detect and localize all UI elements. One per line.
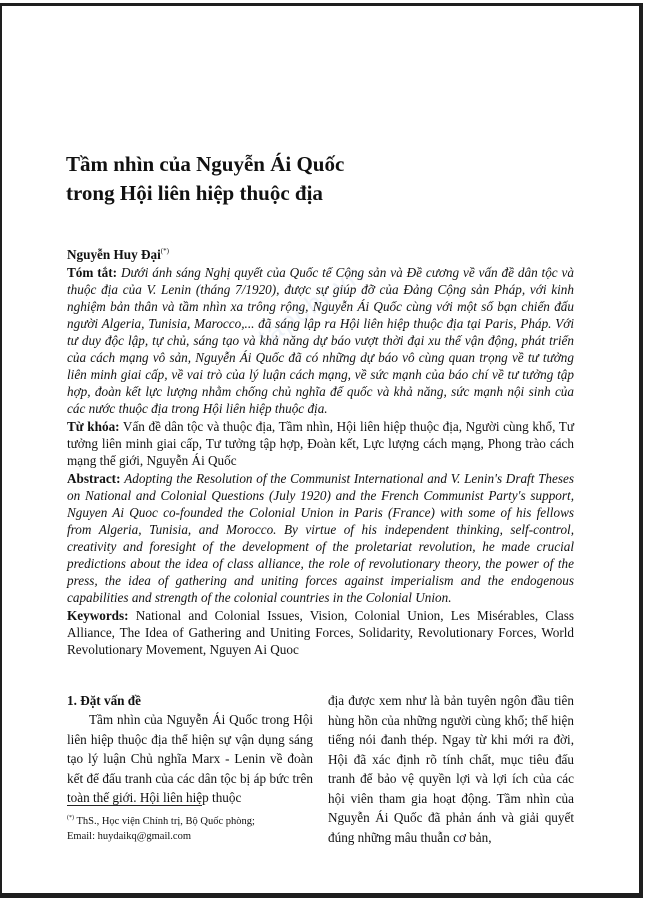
front-matter	[67, 243, 574, 659]
abstract-vietnamese	[67, 264, 574, 417]
keywords-vi-text: Vấn đề dân tộc và thuộc địa, Tầm nhìn, Hội liên hiệp thuộc địa, Người cùng khổ, Tư tưởng liên minh giai cấp, Tư tưởng tập hợp, Đoàn kết, Lực lượng cách mạng, Phong trào cách mạng thế giới, Nguyễn Ái Quốc	[67, 419, 574, 468]
keywords-vi-label: Từ khóa:	[67, 419, 120, 434]
abstract-en-label: Abstract:	[67, 471, 121, 486]
footnote-email: Email: huydaikq@gmail.com	[67, 831, 191, 842]
title-line-2: trong Hội liên hiệp thuộc địa	[66, 181, 323, 205]
body-column-right	[328, 691, 574, 847]
footnote-divider	[67, 805, 202, 806]
title-line-1: Tầm nhìn của Nguyễn Ái Quốc	[66, 152, 345, 176]
keywords-en-label: Keywords:	[67, 608, 129, 623]
keywords-english	[67, 607, 574, 658]
abstract-english	[67, 470, 574, 606]
abstract-en-text: Adopting the Resolution of the Communist International and V. Lenin's Draft Theses on National and Colonial Questions (July 1920) and the French Communist Party's support, Nguyen Ai Quoc co-founded the Colonial Union in Paris (France) with some of his fellows from Algeria, Tunisia, and Morocco. By virtue of his independent thinking, self-control, creativity and foresight of the development of the proletariat revolution, he made crucial predictions about the idea of class alliance, the role of revolutionary theory, the power of the press, the idea of gathering and uniting forces against imperialism and the endogenous capabilities and strength of the colonial countries in the Colonial Union.	[67, 471, 574, 605]
article-title	[66, 150, 566, 208]
author-footnote-marker: (*)	[160, 247, 169, 255]
keywords-vietnamese	[67, 418, 574, 469]
body-paragraph-left: Tầm nhìn của Nguyễn Ái Quốc trong Hội liên hiệp thuộc địa thể hiện sự vận dụng sáng tạo lý luận Chủ nghĩa Marx - Lenin về đoàn kết để đấu tranh của các dân tộc bị áp bức trên toàn thế giới. Hội liên hiệp thuộc	[67, 712, 313, 805]
keywords-en-text: National and Colonial Issues, Vision, Colonial Union, Les Misérables, Class Alliance, The Idea of Gathering and Uniting Forces, Solidarity, Revolutionary Forces, World Revolutionary Movement, Nguyen Ai Quoc	[67, 608, 574, 657]
body-column-left	[67, 691, 313, 808]
author-line	[67, 243, 574, 263]
abstract-vi-text: Dưới ánh sáng Nghị quyết của Quốc tế Cộng sản và Đề cương về vấn đề dân tộc và thuộc địa của V. Lenin (tháng 7/1920), được sự giúp đỡ của Đảng Cộng sản Pháp, với kinh nghiệm bản thân và tầm nhìn xa trông rộng, Nguyễn Ái Quốc cùng với một số bạn chiến đấu người Algeria, Tunisia, Marocco,... đã sáng lập ra Hội liên hiệp thuộc địa tại Paris, Pháp. Với tư duy độc lập, tự chủ, sáng tạo và khả năng dự báo vượt thời đại xu thế vận động, phát triển của cách mạng vô sản, Nguyễn Ái Quốc đã có những dự báo vô cùng quan trọng về tư tưởng liên minh giai cấp, về vai trò của lý luận cách mạng, về sức mạnh của báo chí về tư tưởng tập hợp, đoàn kết lực lượng nhằm chống chủ nghĩa đế quốc và khả năng, sức mạnh nội sinh của các nước thuộc địa trong Hội liên hiệp thuộc địa.	[67, 265, 575, 416]
footnote-marker: (*)	[67, 815, 74, 821]
section-heading: 1. Đặt vấn đề	[67, 693, 141, 708]
footnote	[67, 811, 317, 844]
abstract-vi-label: Tóm tắt:	[67, 265, 118, 280]
author-name: Nguyễn Huy Đại	[67, 247, 161, 262]
body-paragraph-right: địa được xem như là bản tuyên ngôn đầu tiên hùng hồn của những người cùng khổ; thể hiện tiếng nói đanh thép. Ngay từ khi mới ra đời, Hội đã xác định rõ tính chất, mục tiêu đấu tranh để bảo vệ quyền lợi và lợi ích của các hội viên tham gia hoạt động. Tầm nhìn của Nguyễn Ái Quốc đã phản ánh và giải quyết đúng những mâu thuẫn cơ bản,	[328, 693, 574, 845]
footnote-affiliation: ThS., Học viện Chính trị, Bộ Quốc phòng;	[76, 816, 255, 827]
